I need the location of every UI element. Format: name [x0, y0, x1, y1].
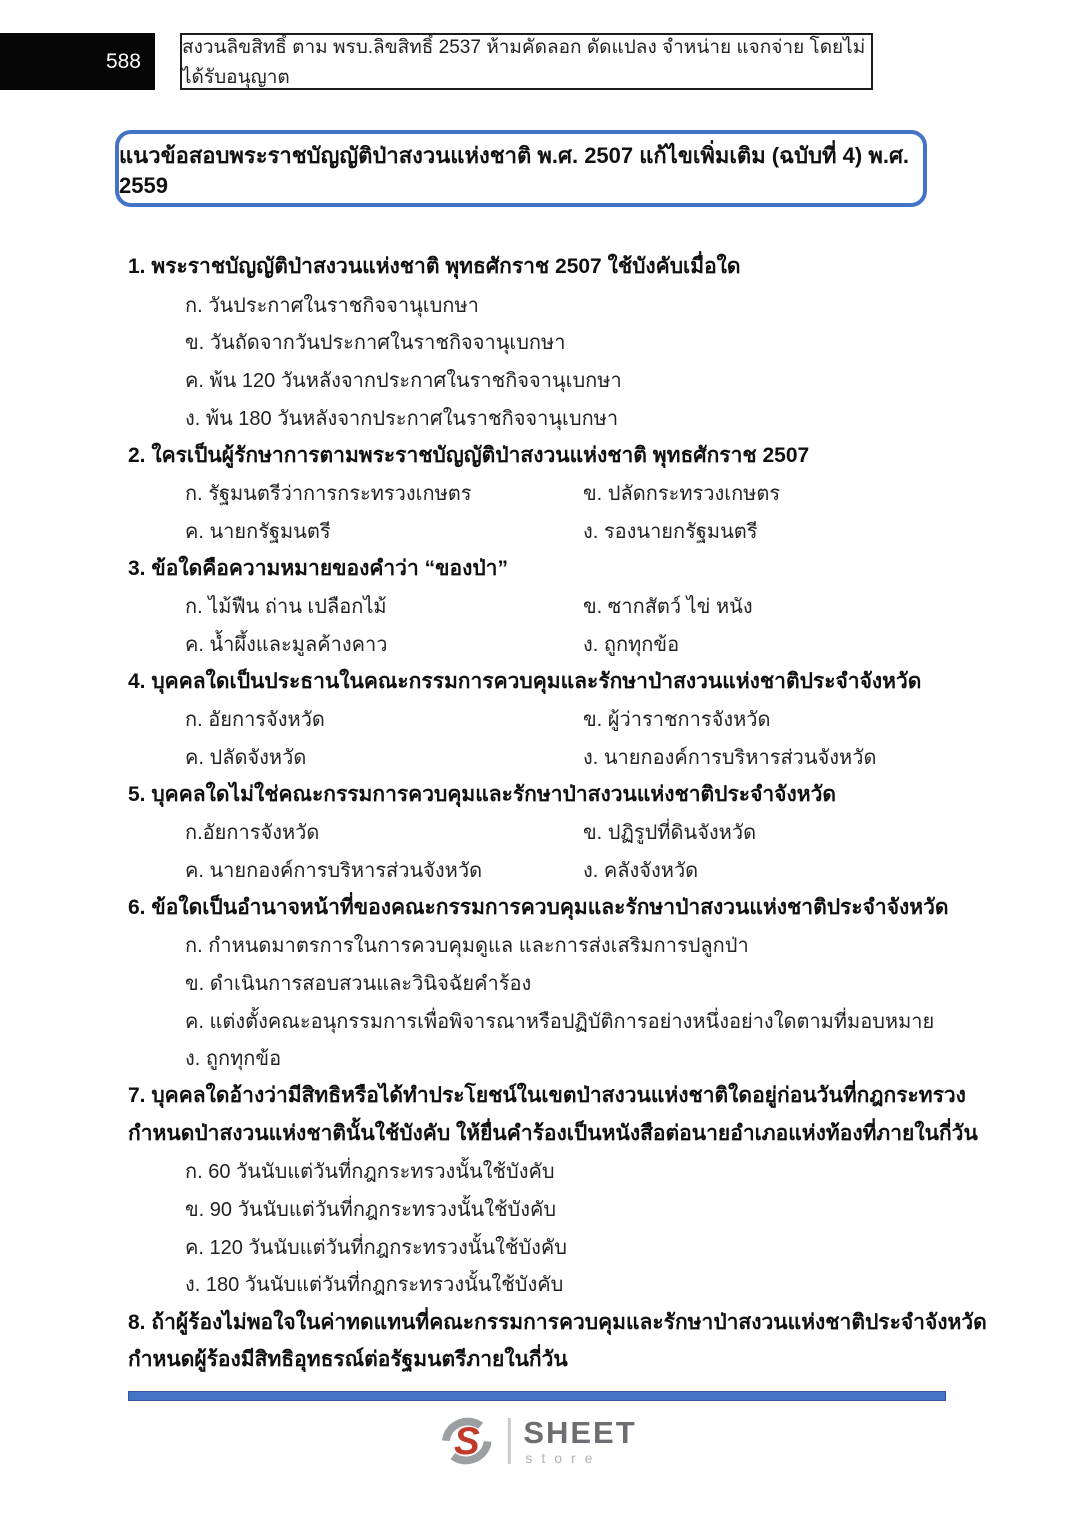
copyright-text: สงวนลิขสิทธิ์ ตาม พรบ.ลิขสิทธิ์ 2537 ห้ามคัดลอก ดัดแปลง จำหน่าย แจกจ่าย โดยไม่ได้รับอนุญาต	[182, 36, 866, 88]
answer-option: ค. พ้น 120 วันหลังจากประกาศในราชกิจจานุเบกษา	[185, 369, 622, 392]
question-block	[128, 436, 946, 549]
answer-option: ง. 180 วันนับแต่วันที่กฎกระทรวงนั้นใช้บังคับ	[185, 1274, 564, 1297]
answer-option: ก. กำหนดมาตรการในการควบคุมดูแล และการส่งเสริมการปลูกป่า	[185, 935, 749, 958]
question-text: กำหนดผู้ร้องมีสิทธิอุทธรณ์ต่อรัฐมนตรีภายในกี่วัน	[128, 1348, 568, 1372]
answer-option: ง. ถูกทุกข้อ	[185, 1048, 282, 1071]
exam-title: แนวข้อสอบพระราชบัญญัติป่าสงวนแห่งชาติ พ.ศ. 2507 แก้ไขเพิ่มเติม (ฉบับที่ 4) พ.ศ. 2559	[119, 143, 910, 198]
answer-option: ข. ปฏิรูปที่ดินจังหวัด	[583, 822, 757, 845]
answer-option: ง. รองนายกรัฐมนตรี	[583, 520, 758, 543]
answer-option: ก. อัยการจังหวัด	[185, 709, 325, 732]
question-text: กำหนดป่าสงวนแห่งชาตินั้นใช้บังคับ ให้ยื่นคำร้องเป็นหนังสือต่อนายอำเภอแห่งท้องที่ภายในกี่วัน	[128, 1122, 978, 1146]
answer-option: ง. นายกองค์การบริหารส่วนจังหวัด	[583, 746, 877, 769]
answer-option: ค. นายกรัฐมนตรี	[185, 520, 331, 543]
answer-option: ค. แต่งตั้งคณะอนุกรรมการเพื่อพิจารณาหรือปฏิบัติการอย่างหนึ่งอย่างใดตามที่มอบหมาย	[185, 1010, 935, 1033]
answer-option: ง. คลังจังหวัด	[583, 859, 699, 882]
answer-option: ค. น้ำผึ้งและมูลค้างคาว	[185, 633, 388, 656]
page-number-badge	[0, 33, 155, 90]
answer-option: ข. 90 วันนับแต่วันที่กฎกระทรวงนั้นใช้บังคับ	[185, 1199, 557, 1222]
question-block	[128, 663, 946, 776]
question-text: 4. บุคคลใดเป็นประธานในคณะกรรมการควบคุมและรักษาป่าสงวนแห่งชาติประจำจังหวัด	[128, 669, 922, 693]
logo-brand-name: SHEET	[523, 1415, 637, 1450]
answer-option: ข. วันถัดจากวันประกาศในราชกิจจานุเบกษา	[185, 332, 566, 355]
question-text: 3. ข้อใดคือความหมายของคำว่า “ของป่า”	[128, 556, 508, 580]
question-block	[128, 1077, 978, 1303]
question-block	[128, 248, 946, 436]
question-text: 7. บุคคลใดอ้างว่ามีสิทธิหรือได้ทำประโยชน์ในเขตป่าสงวนแห่งชาติใดอยู่ก่อนวันที่กฎกระทรวง	[128, 1084, 966, 1108]
question-text: 5. บุคคลใดไม่ใช่คณะกรรมการควบคุมและรักษาป่าสงวนแห่งชาติประจำจังหวัด	[128, 782, 837, 806]
question-text: 6. ข้อใดเป็นอำนาจหน้าที่ของคณะกรรมการควบคุมและรักษาป่าสงวนแห่งชาติประจำจังหวัด	[128, 896, 949, 920]
answer-option: ข. ผู้ว่าราชการจังหวัด	[583, 709, 771, 732]
question-block	[128, 1303, 987, 1378]
answer-option: ค. นายกองค์การบริหารส่วนจังหวัด	[185, 859, 483, 882]
question-block	[128, 776, 946, 889]
answer-option: ก. วันประกาศในราชกิจจานุเบกษา	[185, 294, 479, 317]
logo-divider	[507, 1418, 510, 1464]
question-block	[128, 889, 949, 1077]
footer-divider-bar	[128, 1391, 946, 1401]
answer-option: ก. 60 วันนับแต่วันที่กฎกระทรวงนั้นใช้บังคับ	[185, 1161, 555, 1184]
question-text: 8. ถ้าผู้ร้องไม่พอใจในค่าทดแทนที่คณะกรรมการควบคุมและรักษาป่าสงวนแห่งชาติประจำจังหวัด	[128, 1310, 987, 1334]
logo-s-icon	[438, 1413, 494, 1469]
question-text: 2. ใครเป็นผู้รักษาการตามพระราชบัญญัติป่าสงวนแห่งชาติ พุทธศักราช 2507	[128, 443, 810, 467]
answer-option: ค. 120 วันนับแต่วันที่กฎกระทรวงนั้นใช้บังคับ	[185, 1236, 567, 1259]
question-block	[128, 550, 946, 663]
answer-option: ค. ปลัดจังหวัด	[185, 746, 307, 769]
answer-options	[128, 587, 946, 662]
logo-brand-subtitle: store	[525, 1450, 602, 1466]
exam-title-box	[115, 130, 927, 207]
answer-option: ข. ดำเนินการสอบสวนและวินิจฉัยคำร้อง	[185, 972, 532, 995]
questions-list	[128, 248, 987, 1379]
answer-options	[128, 700, 946, 775]
question-text: 1. พระราชบัญญัติป่าสงวนแห่งชาติ พุทธศักราช 2507 ใช้บังคับเมื่อใด	[128, 255, 741, 279]
answer-option: ง. ถูกทุกข้อ	[583, 633, 680, 656]
copyright-notice-box	[180, 33, 873, 90]
answer-options	[128, 813, 946, 888]
answer-options	[128, 474, 946, 549]
answer-option: ก. ไม้ฟืน ถ่าน เปลือกไม้	[185, 596, 387, 619]
sheet-store-logo	[438, 1413, 636, 1469]
answer-option: ก. รัฐมนตรีว่าการกระทรวงเกษตร	[185, 482, 472, 505]
answer-option: ง. พ้น 180 วันหลังจากประกาศในราชกิจจานุเบกษา	[185, 407, 619, 430]
page-number: 588	[105, 49, 141, 73]
answer-option: ข. ซากสัตว์ ไข่ หนัง	[583, 596, 753, 619]
answer-option: ก.อัยการจังหวัด	[185, 822, 320, 845]
svg-text:S: S	[453, 1420, 480, 1464]
logo-text	[523, 1417, 636, 1465]
answer-option: ข. ปลัดกระทรวงเกษตร	[583, 482, 781, 505]
